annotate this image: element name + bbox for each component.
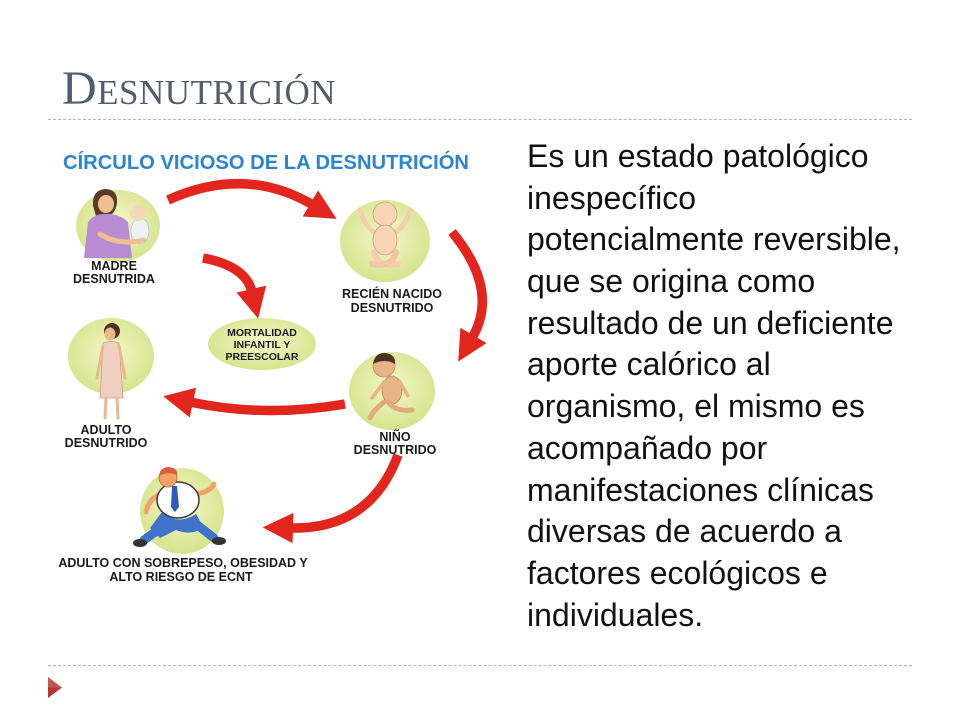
- arrow-mother-to-mortality: [203, 258, 252, 292]
- body-line: diversas de acuerdo a: [527, 513, 842, 550]
- body-line: manifestaciones clínicas: [527, 471, 874, 508]
- diagram-heading: CÍRCULO VICIOSO DE LA DESNUTRICIÓN: [63, 152, 466, 174]
- body-line: potencialmente reversible,: [527, 221, 901, 258]
- body-line: individuales.: [527, 596, 704, 633]
- child-head: [130, 205, 146, 221]
- footer-divider: [48, 665, 912, 666]
- body-line: acompañado por: [527, 429, 768, 466]
- mortality-label-line3: PREESCOLAR: [225, 351, 299, 363]
- mother-label-line1: MADRE: [91, 259, 137, 273]
- triangle-right-icon: [45, 675, 65, 700]
- newborn-label-line2: DESNUTRIDO: [350, 301, 434, 315]
- arrow-child-to-overweight-adult: [290, 455, 398, 528]
- overweight-right-shoe: [212, 537, 226, 545]
- slide-title: DESNUTRICIÓN: [62, 62, 336, 115]
- adult-label-line2: DESNUTRIDO: [64, 436, 148, 450]
- body-line: inespecífico: [527, 179, 696, 216]
- newborn-head: [373, 202, 397, 226]
- overweight-left-shoe: [133, 539, 147, 547]
- adult-left-leg: [105, 398, 106, 418]
- mortality-label-line2: INFANTIL Y: [233, 339, 291, 351]
- adult-label-line1: ADULTO: [80, 423, 132, 437]
- child-label-line2: DESNUTRIDO: [353, 443, 437, 457]
- arrow-newborn-to-child: [452, 232, 482, 338]
- body-line: organismo, el mismo es: [527, 388, 865, 425]
- triangle-bullet-highlight: [48, 677, 62, 688]
- arrow-mother-to-newborn: [168, 184, 313, 205]
- adult-face: [105, 328, 116, 341]
- mother-face: [98, 195, 114, 213]
- overweight-label-line2: ALTO RIESGO DE ECNT: [109, 570, 253, 584]
- overweight-label-line1: ADULTO CON SOBREPESO, OBESIDAD Y: [58, 556, 308, 570]
- body-line: factores ecológicos e: [527, 554, 828, 591]
- body-line: resultado de un deficiente: [527, 304, 894, 341]
- adult-right-leg: [117, 398, 118, 418]
- child-label-line1: NIÑO: [379, 430, 411, 444]
- slide-body-text: [527, 136, 901, 636]
- mother-label-line2: DESNUTRIDA: [73, 272, 155, 286]
- body-line: que se origina como: [527, 263, 816, 300]
- arrow-child-to-adult: [190, 402, 345, 411]
- mortality-label-line1: MORTALIDAD: [227, 327, 297, 339]
- body-line: Es un estado patológico: [527, 138, 869, 174]
- vicious-circle-diagram: [0, 0, 500, 600]
- newborn-label-line1: RECIÉN NACIDO: [341, 287, 443, 301]
- newborn-body: [373, 225, 397, 255]
- body-line: aporte calórico al: [527, 346, 771, 383]
